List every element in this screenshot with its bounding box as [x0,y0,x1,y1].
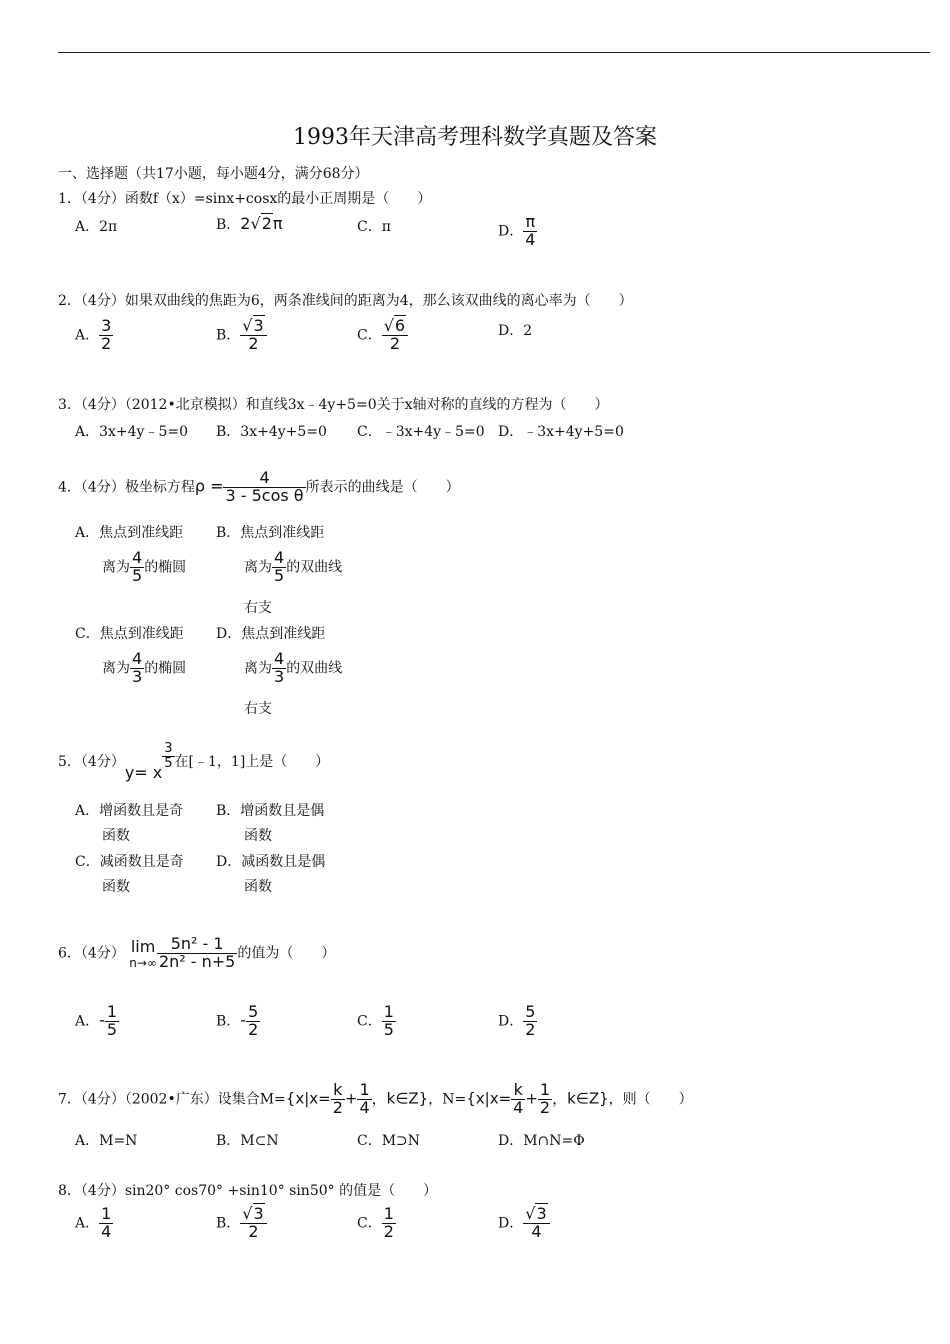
q7-option-c: C．M⊃N [357,1133,421,1149]
q6-option-d: D． $\frac{5}{2}$ [498,1002,536,1039]
section-heading: 一、选择题（共17小题，每小题4分，满分68分） [58,166,369,182]
q1-option-b: B．2√2π [216,214,283,233]
q3-option-b: B．3x+4y+5=0 [216,424,327,440]
q7-option-a: A．M=N [75,1133,138,1149]
q5-option-a: A．增函数且是奇 [75,803,184,819]
q8-option-d: D． $\frac{√3}{4}$ [498,1206,550,1241]
q3-option-a: A．3x+4y﹣5=0 [75,424,189,440]
q3-option-d: D．﹣3x+4y+5=0 [498,424,624,440]
page-title: 1993年天津高考理科数学真题及答案 [293,125,657,150]
q2-option-c: C． $\frac{√6}{2}$ [357,318,408,353]
q8-option-b: B． $\frac{√3}{2}$ [216,1206,267,1241]
q5-option-c: C．减函数且是奇 [75,854,184,870]
q3-option-c: C．﹣3x+4y﹣5=0 [357,424,485,440]
question-7-stem: 7．（4分）（2002•广东）设集合M={x|x= $\frac{k}{2}$ + $\frac{1}{4}$ ，k∈Z}，N={x|x= $\frac{k}{4}$ + $\frac{1}{2}$ ，k∈Z}，则（ ） [58,1080,693,1117]
q6-option-c: C． $\frac{1}{5}$ [357,1002,394,1039]
q6-option-b: B．- $\frac{5}{2}$ [216,1002,259,1039]
q4-option-c: C．焦点到准线距 [75,626,184,642]
q4-option-d-line2: 离为 $\frac{4}{3}$ 的双曲线 [244,649,343,686]
q2-option-a: A． $\frac{3}{2}$ [75,316,112,353]
q4-option-a: A．焦点到准线距 [75,525,184,541]
q7-option-d: D．M∩N=Φ [498,1133,585,1149]
q5-option-a-line2: 函数 [102,828,130,844]
q1-option-d: D． $\frac{\pi}{4}$ [498,212,536,249]
q4-option-b: B．焦点到准线距 [216,525,325,541]
header-rule [58,52,930,53]
q7-option-b: B．M⊂N [216,1133,279,1149]
question-1-stem: 1．（4分）函数f（x）=sinx+cosx的最小正周期是（ ） [58,191,432,207]
q8-option-c: C． $\frac{1}{2}$ [357,1204,394,1241]
q4-option-b-line3: 右支 [244,600,272,616]
question-4-stem: 4．（4分）极坐标方程ρ = $\frac{4}{\text{3 - 5cos θ}}$ 所表示的曲线是（ ） [58,468,460,505]
question-6-stem: 6．（4分） lim n→∞ $\frac{\text{5n² - 1}}{\text{2n² - n+5}}$ 的值为（ ） [58,934,336,971]
q4-option-d-line3: 右支 [244,701,272,717]
q4-option-a-line2: 离为 $\frac{4}{5}$ 的椭圆 [102,548,187,585]
question-5-stem: 5．（4分）y= x $\frac{3}{5}$ 在[﹣1，1]上是（ ） [58,741,330,783]
q4-option-b-line2: 离为 $\frac{4}{5}$ 的双曲线 [244,548,343,585]
q4-option-c-line2: 离为 $\frac{4}{3}$ 的椭圆 [102,649,187,686]
q5-option-d: D．减函数且是偶 [216,854,326,870]
question-2-stem: 2．（4分）如果双曲线的焦距为6，两条准线间的距离为4，那么该双曲线的离心率为（ ） [58,293,633,309]
question-8-stem: 8．（4分）sin20° cos70° +sin10° sin50° 的值是（ ） [58,1183,438,1199]
q1-option-c: C．π [357,219,391,235]
q4-option-d: D．焦点到准线距 [216,626,326,642]
q6-option-a: A．- $\frac{1}{5}$ [75,1002,118,1039]
question-3-stem: 3．（4分）（2012•北京模拟）和直线3x﹣4y+5=0关于x轴对称的直线的方程为（ ） [58,397,609,413]
q2-option-d: D．2 [498,323,533,339]
q8-option-a: A． $\frac{1}{4}$ [75,1204,112,1241]
q5-option-b-line2: 函数 [244,828,272,844]
q5-option-c-line2: 函数 [102,879,130,895]
q2-option-b: B． $\frac{√3}{2}$ [216,318,267,353]
q5-option-d-line2: 函数 [244,879,272,895]
q1-option-a: A．2π [75,219,118,235]
q5-option-b: B．增函数且是偶 [216,803,325,819]
